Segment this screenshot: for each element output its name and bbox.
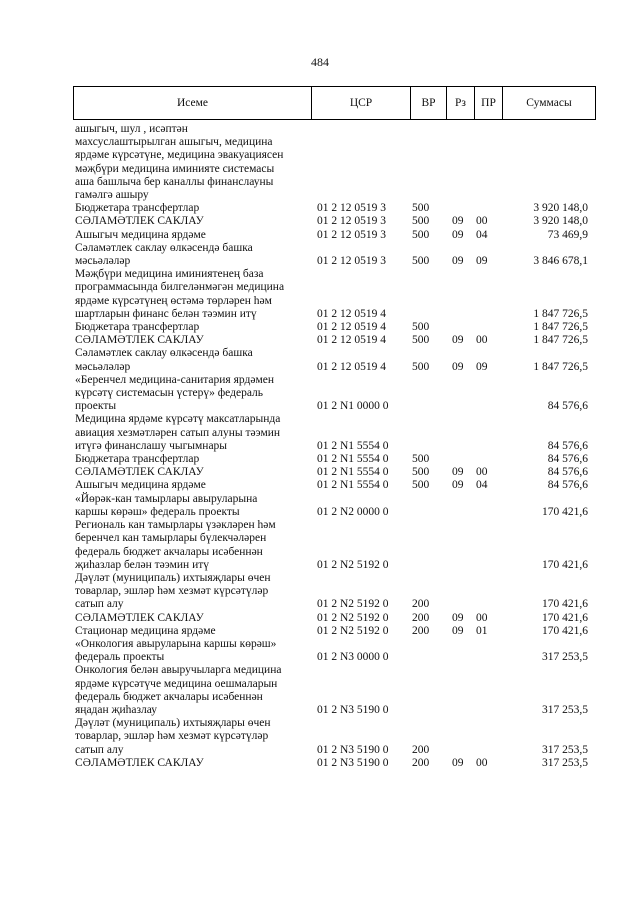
row-rz: 09: [452, 611, 464, 624]
table-row: [0, 453, 640, 466]
row-name-line: программасында билгеләнмәгән медицина: [75, 281, 285, 294]
row-csr: 01 2 N3 5190 0: [317, 743, 389, 756]
row-csr: 01 2 N1 5554 0: [317, 453, 389, 466]
row-sum: 1 847 726,5: [533, 307, 588, 320]
row-vr: 500: [412, 321, 430, 334]
row-name-line: СӘЛАМӘТЛЕК САКЛАУ: [75, 611, 204, 624]
row-name-line: федераль бюджет акчалары исәбеннән: [75, 690, 263, 703]
row-name-line: Бюджетара трансфертлар: [75, 453, 200, 466]
row-name-line: Стационар медицина ярдәме: [75, 624, 216, 637]
row-name: [75, 519, 309, 572]
row-csr: 01 2 N2 5192 0: [317, 598, 389, 611]
row-csr: 01 2 12 0519 4: [317, 307, 386, 320]
row-name-line: товарлар, эшләр һәм хезмәт күрсәтүләр: [75, 730, 269, 743]
row-vr: 500: [412, 228, 430, 241]
row-name: [75, 493, 309, 519]
row-name-line: федераль бюджет акчалары исәбеннән: [75, 545, 263, 558]
row-sum: 317 253,5: [542, 743, 588, 756]
row-sum: 73 469,9: [547, 228, 588, 241]
row-sum: 170 421,6: [542, 505, 588, 518]
row-name-line: Сәламәтлек саклау өлкәсендә башка: [75, 241, 253, 254]
row-name-line: «Беренчел медицина-санитария ярдәмен: [75, 373, 274, 386]
row-name: [75, 215, 309, 228]
table-row: [0, 493, 640, 519]
row-csr: 01 2 N2 5192 0: [317, 558, 389, 571]
row-name-line: Бюджетара трансфертлар: [75, 321, 200, 334]
row-vr: 500: [412, 202, 430, 215]
row-pr: 09: [476, 255, 488, 268]
row-rz: 09: [452, 334, 464, 347]
row-pr: 00: [476, 611, 488, 624]
row-sum: 1 847 726,5: [533, 360, 588, 373]
header-pr: ПР: [475, 87, 503, 119]
row-pr: 09: [476, 360, 488, 373]
row-vr: 500: [412, 334, 430, 347]
row-sum: 170 421,6: [542, 558, 588, 571]
table-row: [0, 664, 640, 717]
row-csr: 01 2 N1 5554 0: [317, 466, 389, 479]
table-row: [0, 413, 640, 453]
row-name-line: Медицина ярдәме күрсәтү максатларында: [75, 413, 281, 426]
table-row: [0, 479, 640, 492]
row-name-line: СӘЛАМӘТЛЕК САКЛАУ: [75, 756, 204, 769]
row-name-line: Сәламәтлек саклау өлкәсендә башка: [75, 347, 253, 360]
row-name-line: ярдәме күрсәтүче медицина оешмаларын: [75, 677, 278, 690]
row-name-line: гамәлгә ашыру: [75, 189, 149, 202]
row-rz: 09: [452, 479, 464, 492]
table-row: [0, 242, 640, 268]
row-name-line: җиһазлар белән тәэмин итү: [75, 558, 209, 571]
row-vr: 500: [412, 453, 430, 466]
row-name-line: Дәүләт (муниципаль) ихтыяҗлары өчен: [75, 717, 271, 730]
row-sum: 84 576,6: [547, 439, 588, 452]
table-row: [0, 757, 640, 770]
row-vr: 500: [412, 215, 430, 228]
row-name: [75, 413, 309, 453]
row-sum: 3 920 148,0: [533, 202, 588, 215]
row-name-line: ярдәме күрсәтүнең өстәмә төрләрен һәм: [75, 294, 272, 307]
table-row: [0, 321, 640, 334]
row-name-line: итүгә финанслашу чыгымнары: [75, 439, 228, 452]
row-name: [75, 123, 309, 202]
row-name: [75, 757, 309, 770]
row-name-line: СӘЛАМӘТЛЕК САКЛАУ: [75, 334, 204, 347]
row-pr: 00: [476, 215, 488, 228]
row-sum: 84 576,6: [547, 466, 588, 479]
table-row: [0, 572, 640, 612]
row-name-line: авиация хезмәтләрен сатып алуны тәэмин: [75, 426, 281, 439]
row-name-line: СӘЛАМӘТЛЕК САКЛАУ: [75, 215, 204, 228]
row-sum: 3 920 148,0: [533, 215, 588, 228]
row-name: [75, 202, 309, 215]
table-row: [0, 123, 640, 202]
row-name-line: сатып алу: [75, 743, 124, 756]
row-csr: 01 2 N2 0000 0: [317, 505, 389, 518]
table-row: [0, 612, 640, 625]
row-name-line: мәҗбүри медицина иминияте системасы: [75, 162, 275, 175]
row-name: [75, 229, 309, 242]
row-sum: 84 576,6: [547, 400, 588, 413]
row-name: [75, 479, 309, 492]
row-vr: 200: [412, 598, 430, 611]
row-sum: 317 253,5: [542, 651, 588, 664]
row-rz: 09: [452, 756, 464, 769]
row-name-line: ярдәме күрсәтүне, медицина эвакуациясен: [75, 149, 284, 162]
header-rz: Рз: [447, 87, 475, 119]
row-name-line: проекты: [75, 400, 117, 413]
row-vr: 500: [412, 466, 430, 479]
row-name-line: СӘЛАМӘТЛЕК САКЛАУ: [75, 466, 204, 479]
row-rz: 09: [452, 466, 464, 479]
row-csr: 01 2 12 0519 3: [317, 228, 386, 241]
row-name-line: ашыгыч, шул , исәптән: [75, 123, 188, 135]
row-sum: 1 847 726,5: [533, 321, 588, 334]
row-rz: 09: [452, 255, 464, 268]
row-name-line: Ашыгыч медицина ярдәме: [75, 479, 206, 492]
row-name-line: Ашыгыч медицина ярдәме: [75, 228, 206, 241]
row-name-line: шартларын финанс белән тәэмин итү: [75, 307, 257, 320]
table-row: [0, 638, 640, 664]
row-csr: 01 2 12 0519 3: [317, 255, 386, 268]
row-rz: 09: [452, 360, 464, 373]
row-name: [75, 242, 309, 268]
table-row: [0, 215, 640, 228]
row-name-line: Мәҗбүри медицина иминиятенең база: [75, 268, 264, 281]
row-name: [75, 612, 309, 625]
table-row: [0, 625, 640, 638]
row-name-line: Онкология белән авыручыларга медицина: [75, 664, 282, 677]
row-csr: 01 2 N2 5192 0: [317, 611, 389, 624]
row-vr: 200: [412, 624, 430, 637]
row-name-line: аша башлыча бер каналлы финанслауны: [75, 175, 274, 188]
row-csr: 01 2 N3 0000 0: [317, 651, 389, 664]
row-name-line: мәсьәләләр: [75, 255, 131, 268]
table-row: [0, 347, 640, 373]
row-name-line: «Онкология авыруларына каршы көрәш»: [75, 637, 277, 650]
row-csr: 01 2 N1 5554 0: [317, 439, 389, 452]
table-row: [0, 202, 640, 215]
row-name-line: каршы көрәш» федераль проекты: [75, 505, 240, 518]
row-name: [75, 572, 309, 612]
row-sum: 84 576,6: [547, 479, 588, 492]
row-name: [75, 625, 309, 638]
row-sum: 170 421,6: [542, 624, 588, 637]
row-name: [75, 268, 309, 321]
row-name-line: мәсьәләләр: [75, 360, 131, 373]
row-csr: 01 2 12 0519 4: [317, 321, 386, 334]
row-sum: 170 421,6: [542, 611, 588, 624]
row-vr: 500: [412, 479, 430, 492]
row-sum: 317 253,5: [542, 756, 588, 769]
table-row: [0, 229, 640, 242]
table-row: [0, 268, 640, 321]
row-rz: 09: [452, 215, 464, 228]
row-sum: 170 421,6: [542, 598, 588, 611]
row-csr: 01 2 N3 5190 0: [317, 756, 389, 769]
table-row: [0, 374, 640, 414]
row-name-line: Региональ кан тамырлары үзәкләрен һәм: [75, 519, 276, 532]
row-name: [75, 321, 309, 334]
row-pr: 00: [476, 334, 488, 347]
row-name: [75, 374, 309, 414]
row-vr: 200: [412, 611, 430, 624]
row-pr: 00: [476, 756, 488, 769]
page-number: 484: [311, 55, 329, 69]
row-name: [75, 717, 309, 757]
table-header: [73, 86, 596, 120]
row-pr: 04: [476, 479, 488, 492]
row-name-line: сатып алу: [75, 598, 124, 611]
row-vr: 500: [412, 255, 430, 268]
row-pr: 01: [476, 624, 488, 637]
table-body: [0, 123, 640, 770]
row-sum: 3 846 678,1: [533, 255, 588, 268]
row-vr: 200: [412, 743, 430, 756]
row-sum: 1 847 726,5: [533, 334, 588, 347]
row-name-line: күрсәтү системасын үстерү» федераль: [75, 387, 264, 400]
row-sum: 317 253,5: [542, 703, 588, 716]
row-csr: 01 2 12 0519 4: [317, 334, 386, 347]
row-vr: 200: [412, 756, 430, 769]
table-row: [0, 717, 640, 757]
table-row: [0, 519, 640, 572]
row-name: [75, 638, 309, 664]
row-name-line: «Йөрәк-кан тамырлары авыруларына: [75, 492, 258, 505]
table-row: [0, 334, 640, 347]
row-name-line: Бюджетара трансфертлар: [75, 202, 200, 215]
header-vr: ВР: [411, 87, 447, 119]
row-name: [75, 664, 309, 717]
row-name-line: беренчел кан тамырлары бүлекчәләрен: [75, 532, 267, 545]
row-sum: 84 576,6: [547, 453, 588, 466]
header-name: Исеме: [74, 87, 312, 119]
row-rz: 09: [452, 228, 464, 241]
row-pr: 04: [476, 228, 488, 241]
row-name-line: махсуслаштырылган ашыгыч, медицина: [75, 136, 273, 149]
header-sum: Суммасы: [526, 97, 572, 109]
row-name: [75, 334, 309, 347]
row-name-line: яңадан җиһазлау: [75, 703, 158, 716]
row-csr: 01 2 12 0519 3: [317, 215, 386, 228]
row-name-line: федераль проекты: [75, 651, 165, 664]
row-csr: 01 2 N2 5192 0: [317, 624, 389, 637]
row-name: [75, 347, 309, 373]
row-csr: 01 2 12 0519 3: [317, 202, 386, 215]
header-csr: ЦСР: [312, 87, 411, 119]
row-csr: 01 2 N3 5190 0: [317, 703, 389, 716]
row-pr: 00: [476, 466, 488, 479]
row-rz: 09: [452, 624, 464, 637]
row-name-line: Дәүләт (муниципаль) ихтыяҗлары өчен: [75, 571, 271, 584]
row-vr: 500: [412, 360, 430, 373]
row-csr: 01 2 N1 5554 0: [317, 479, 389, 492]
row-name-line: товарлар, эшләр һәм хезмәт күрсәтүләр: [75, 585, 269, 598]
table-row: [0, 466, 640, 479]
row-csr: 01 2 N1 0000 0: [317, 400, 389, 413]
row-name: [75, 453, 309, 466]
row-csr: 01 2 12 0519 4: [317, 360, 386, 373]
row-name: [75, 466, 309, 479]
